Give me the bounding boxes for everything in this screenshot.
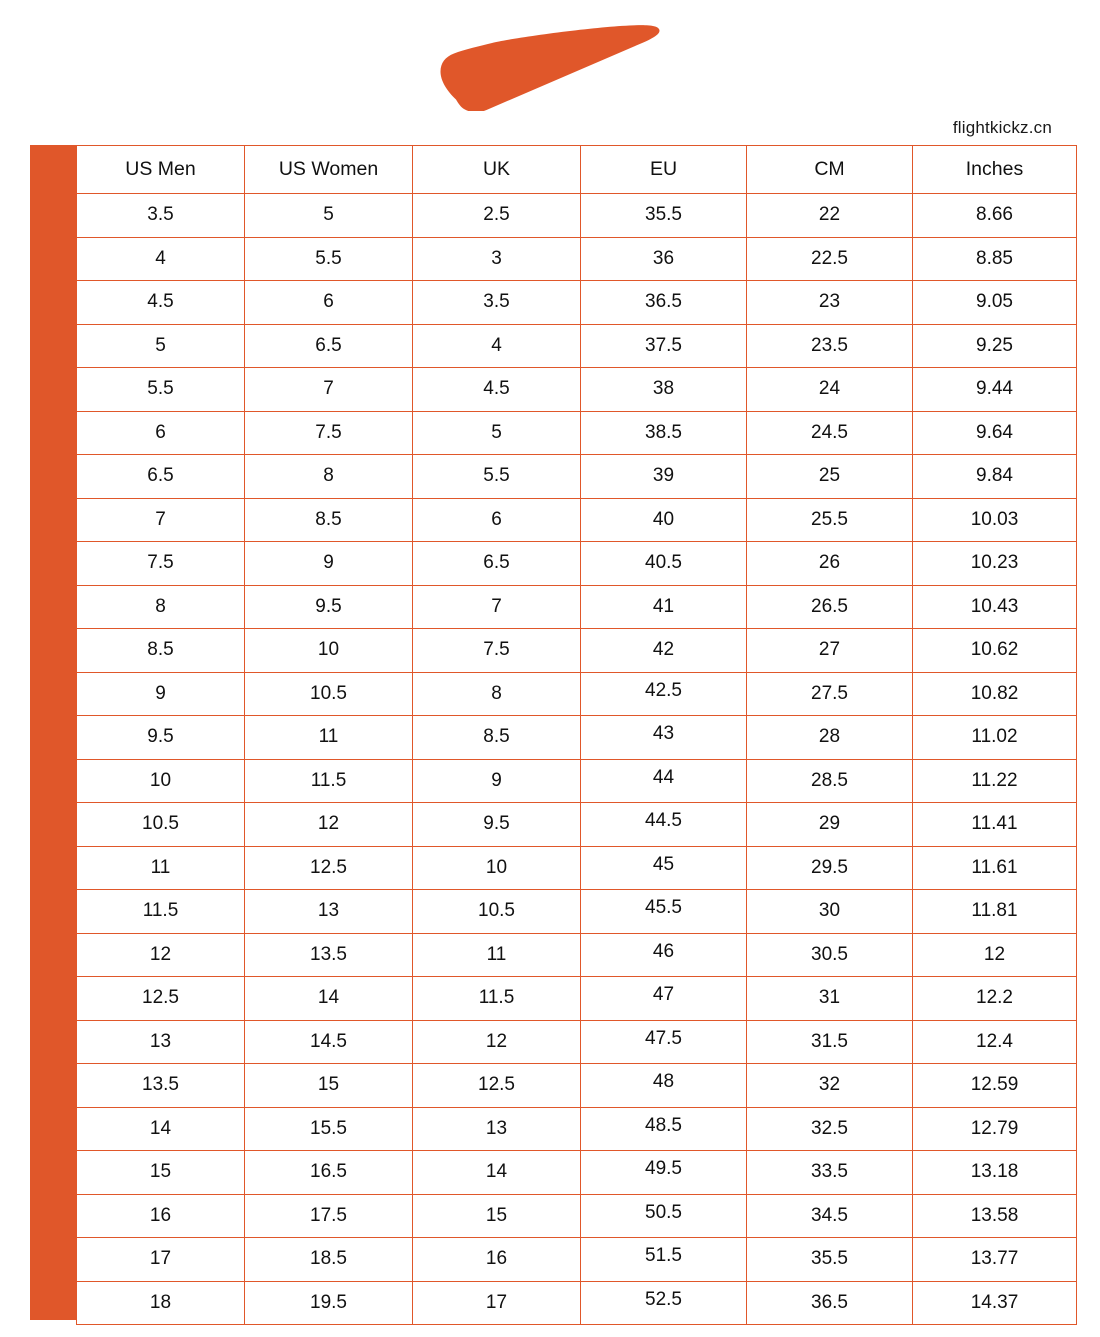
table-cell: 28.5	[747, 759, 913, 803]
table-cell	[581, 759, 747, 803]
table-row	[77, 629, 1077, 673]
table-cell: 4.5	[413, 368, 581, 412]
table-cell: 32.5	[747, 1107, 913, 1151]
table-cell	[581, 1194, 747, 1238]
table-header	[77, 146, 1077, 194]
table-cell	[581, 933, 747, 977]
column-header-uk: UK	[413, 146, 581, 194]
table-cell	[581, 1238, 747, 1282]
table-cell: 12.5	[413, 1064, 581, 1108]
table-cell: 6.5	[245, 324, 413, 368]
table-row	[77, 1194, 1077, 1238]
table-row	[77, 194, 1077, 238]
table-cell: 12.79	[913, 1107, 1077, 1151]
table-cell: 17.5	[245, 1194, 413, 1238]
table-cell: 17	[77, 1238, 245, 1282]
table-cell	[581, 716, 747, 760]
table-cell: 2.5	[413, 194, 581, 238]
table-cell: 8	[245, 455, 413, 499]
table-cell: 31	[747, 977, 913, 1021]
table-cell: 29	[747, 803, 913, 847]
table-cell: 5	[413, 411, 581, 455]
table-row	[77, 716, 1077, 760]
cell-text: 46	[652, 940, 675, 962]
table-cell: 9.05	[913, 281, 1077, 325]
table-row	[77, 324, 1077, 368]
table-cell: 35.5	[581, 194, 747, 238]
table-cell: 36.5	[581, 281, 747, 325]
table-cell: 27	[747, 629, 913, 673]
table-row	[77, 281, 1077, 325]
cell-text: 48.5	[645, 1114, 682, 1136]
table-cell: 42	[581, 629, 747, 673]
table-cell: 7	[413, 585, 581, 629]
column-header-inches: Inches	[913, 146, 1077, 194]
table-row	[77, 455, 1077, 499]
table-cell: 10.03	[913, 498, 1077, 542]
table-cell: 8.85	[913, 237, 1077, 281]
table-cell: 25.5	[747, 498, 913, 542]
table-cell: 8.66	[913, 194, 1077, 238]
table-cell: 12.59	[913, 1064, 1077, 1108]
table-cell: 28	[747, 716, 913, 760]
table-cell: 7	[245, 368, 413, 412]
table-cell: 5.5	[77, 368, 245, 412]
table-cell: 13	[77, 1020, 245, 1064]
table-cell: 12.4	[913, 1020, 1077, 1064]
cell-text: 42.5	[645, 679, 682, 701]
table-cell: 24	[747, 368, 913, 412]
site-watermark: flightkickz.cn	[952, 118, 1052, 137]
table-cell: 10	[245, 629, 413, 673]
table-cell: 12.2	[913, 977, 1077, 1021]
cell-text: 47.5	[645, 1027, 682, 1049]
cell-text: 51.5	[645, 1245, 682, 1267]
table-cell: 15	[245, 1064, 413, 1108]
table-cell: 11.5	[77, 890, 245, 934]
table-cell: 38.5	[581, 411, 747, 455]
table-cell: 5.5	[413, 455, 581, 499]
table-cell	[581, 846, 747, 890]
table-cell	[581, 1281, 747, 1325]
table-cell: 14	[77, 1107, 245, 1151]
table-cell: 6.5	[77, 455, 245, 499]
table-cell: 23.5	[747, 324, 913, 368]
table-cell: 12	[913, 933, 1077, 977]
table-cell: 9.25	[913, 324, 1077, 368]
table-cell: 12	[77, 933, 245, 977]
table-cell: 15	[77, 1151, 245, 1195]
table-cell: 8.5	[77, 629, 245, 673]
table-cell	[581, 672, 747, 716]
table-cell: 15.5	[245, 1107, 413, 1151]
table-cell: 41	[581, 585, 747, 629]
table-cell: 9.5	[245, 585, 413, 629]
table-cell	[581, 803, 747, 847]
table-cell: 34.5	[747, 1194, 913, 1238]
table-cell: 4	[413, 324, 581, 368]
table-row	[77, 498, 1077, 542]
table-cell: 11.41	[913, 803, 1077, 847]
table-body	[77, 194, 1077, 1325]
table-cell: 13	[413, 1107, 581, 1151]
table-cell	[581, 1064, 747, 1108]
table-cell: 16	[413, 1238, 581, 1282]
cell-text: 49.5	[645, 1158, 682, 1180]
table-cell: 4	[77, 237, 245, 281]
table-cell: 9.5	[77, 716, 245, 760]
table-cell: 12.5	[77, 977, 245, 1021]
table-row	[77, 803, 1077, 847]
table-cell: 13.18	[913, 1151, 1077, 1195]
table-cell: 10.62	[913, 629, 1077, 673]
table-row	[77, 977, 1077, 1021]
table-cell: 11.22	[913, 759, 1077, 803]
table-cell: 9.64	[913, 411, 1077, 455]
table-cell: 11	[77, 846, 245, 890]
table-cell: 11.61	[913, 846, 1077, 890]
table-row	[77, 1020, 1077, 1064]
table-cell: 3	[413, 237, 581, 281]
table-cell: 4.5	[77, 281, 245, 325]
table-row	[77, 759, 1077, 803]
table-cell: 14	[245, 977, 413, 1021]
cell-text: 44	[652, 766, 675, 788]
table-row	[77, 933, 1077, 977]
table-cell: 40	[581, 498, 747, 542]
table-cell: 9.84	[913, 455, 1077, 499]
cell-text: 47	[652, 984, 675, 1006]
table-cell: 11.81	[913, 890, 1077, 934]
column-header-us-men: US Men	[77, 146, 245, 194]
table-cell: 9	[245, 542, 413, 586]
table-cell: 17	[413, 1281, 581, 1325]
table-cell: 22.5	[747, 237, 913, 281]
table-header-row	[77, 146, 1077, 194]
table-cell: 12	[245, 803, 413, 847]
table-cell: 10.23	[913, 542, 1077, 586]
column-header-eu: EU	[581, 146, 747, 194]
nike-swoosh-icon	[440, 25, 660, 111]
table-cell: 33.5	[747, 1151, 913, 1195]
table-cell: 10.5	[413, 890, 581, 934]
table-cell: 16	[77, 1194, 245, 1238]
table-cell: 7	[77, 498, 245, 542]
table-cell: 10	[413, 846, 581, 890]
table-row	[77, 237, 1077, 281]
table-cell: 14.5	[245, 1020, 413, 1064]
table-cell: 13.58	[913, 1194, 1077, 1238]
table-cell: 16.5	[245, 1151, 413, 1195]
table-cell: 7.5	[245, 411, 413, 455]
table-row	[77, 542, 1077, 586]
table-cell: 30.5	[747, 933, 913, 977]
table-row	[77, 585, 1077, 629]
table-cell: 23	[747, 281, 913, 325]
cell-text: 45	[652, 853, 675, 875]
table-cell	[581, 1107, 747, 1151]
table-cell: 9.44	[913, 368, 1077, 412]
table-row	[77, 1151, 1077, 1195]
table-cell: 6	[77, 411, 245, 455]
table-cell: 26	[747, 542, 913, 586]
table-cell	[581, 1151, 747, 1195]
table-cell: 15	[413, 1194, 581, 1238]
table-cell: 11.02	[913, 716, 1077, 760]
table-cell: 6	[413, 498, 581, 542]
table-cell: 25	[747, 455, 913, 499]
table-cell: 5	[245, 194, 413, 238]
cell-text: 45.5	[645, 897, 682, 919]
table-cell: 6.5	[413, 542, 581, 586]
table-cell: 18.5	[245, 1238, 413, 1282]
table-cell: 9.5	[413, 803, 581, 847]
table-row	[77, 846, 1077, 890]
table-cell: 27.5	[747, 672, 913, 716]
table-cell: 10.5	[245, 672, 413, 716]
table-cell: 38	[581, 368, 747, 412]
table-cell: 11	[245, 716, 413, 760]
table-cell: 12	[413, 1020, 581, 1064]
table-row	[77, 368, 1077, 412]
table-cell: 14.37	[913, 1281, 1077, 1325]
table-cell: 13.5	[245, 933, 413, 977]
table-cell: 7.5	[77, 542, 245, 586]
table-cell: 24.5	[747, 411, 913, 455]
table-cell: 29.5	[747, 846, 913, 890]
table-cell: 36	[581, 237, 747, 281]
table-cell: 12.5	[245, 846, 413, 890]
table-cell: 8	[77, 585, 245, 629]
table-cell: 11.5	[245, 759, 413, 803]
table-cell: 7.5	[413, 629, 581, 673]
cell-text: 48	[652, 1071, 675, 1093]
table-cell: 9	[77, 672, 245, 716]
table-cell: 11.5	[413, 977, 581, 1021]
table-cell: 35.5	[747, 1238, 913, 1282]
table-cell: 8	[413, 672, 581, 716]
table-cell	[581, 1020, 747, 1064]
table-cell: 10	[77, 759, 245, 803]
table-cell: 8.5	[245, 498, 413, 542]
table-row	[77, 1107, 1077, 1151]
table-cell: 22	[747, 194, 913, 238]
table-cell	[581, 977, 747, 1021]
table-cell: 14	[413, 1151, 581, 1195]
table-cell: 10.5	[77, 803, 245, 847]
cell-text: 43	[652, 723, 675, 745]
table-cell: 32	[747, 1064, 913, 1108]
table-row	[77, 890, 1077, 934]
table-cell: 3.5	[77, 194, 245, 238]
table-cell: 9	[413, 759, 581, 803]
table-cell: 10.43	[913, 585, 1077, 629]
size-chart-table	[76, 145, 1077, 1325]
table-cell: 5.5	[245, 237, 413, 281]
table-cell: 11	[413, 933, 581, 977]
size-chart-table-container	[30, 145, 1070, 1320]
table-cell: 3.5	[413, 281, 581, 325]
table-cell: 30	[747, 890, 913, 934]
column-header-us-women: US Women	[245, 146, 413, 194]
table-row	[77, 1238, 1077, 1282]
cell-text: 50.5	[645, 1201, 682, 1223]
table-cell: 31.5	[747, 1020, 913, 1064]
table-cell: 19.5	[245, 1281, 413, 1325]
brand-logo	[0, 18, 1100, 118]
table-cell: 26.5	[747, 585, 913, 629]
table-row	[77, 1281, 1077, 1325]
table-cell: 13	[245, 890, 413, 934]
table-cell: 37.5	[581, 324, 747, 368]
table-cell: 13.77	[913, 1238, 1077, 1282]
table-cell: 40.5	[581, 542, 747, 586]
table-cell: 36.5	[747, 1281, 913, 1325]
table-cell: 6	[245, 281, 413, 325]
table-cell	[581, 890, 747, 934]
table-cell: 13.5	[77, 1064, 245, 1108]
table-cell: 39	[581, 455, 747, 499]
table-row	[77, 411, 1077, 455]
cell-text: 44.5	[645, 810, 682, 832]
cell-text: 52.5	[645, 1288, 682, 1310]
table-cell: 8.5	[413, 716, 581, 760]
column-header-cm: CM	[747, 146, 913, 194]
table-cell: 5	[77, 324, 245, 368]
table-row	[77, 672, 1077, 716]
table-cell: 18	[77, 1281, 245, 1325]
table-cell: 10.82	[913, 672, 1077, 716]
table-row	[77, 1064, 1077, 1108]
